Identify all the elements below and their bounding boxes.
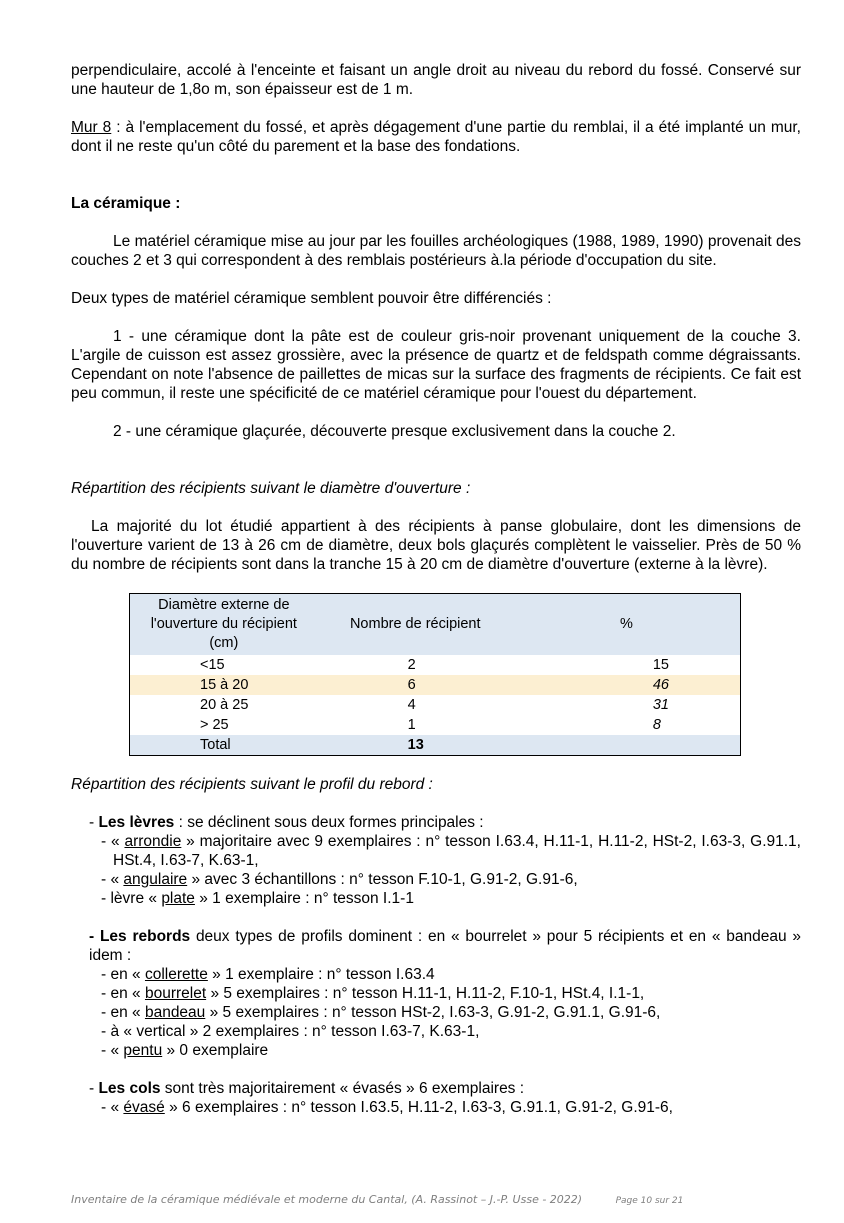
cell-pct: 8 <box>652 716 661 733</box>
rebords-dash: - <box>89 928 100 945</box>
item-prefix: - « <box>101 1099 124 1116</box>
item-term: angulaire <box>123 871 188 888</box>
cell-total-label: Total <box>130 735 318 756</box>
item-term: bandeau <box>144 1004 206 1021</box>
list-item <box>71 1003 801 1022</box>
levres-text: : se déclinent sous deux formes principales : <box>174 814 484 831</box>
cell-total-count: 13 <box>318 735 513 756</box>
rebords-text: deux types de profils dominent : en « bourrelet » pour 5 récipients et en « bandeau » idem : <box>89 928 801 964</box>
paragraph-diametre: La majorité du lot étudié appartient à des récipients à panse globulaire, dont les dimensions de l'ouverture varient de 13 à 26 cm de diamètre, deux bols glaçurés complètent le vaisselier. Près de 50 % du nombre de récipients sont dans la tranche 15 à 20 cm de diamètre d'ouverture (externe à la lèvre). <box>71 518 801 573</box>
mur-8-text: : à l'emplacement du fossé, et après dégagement d'une partie du remblai, il a été implanté un mur, dont il ne reste qu'un côté du parement et la base des fondations. <box>71 119 801 155</box>
heading-profil: Répartition des récipients suivant le profil du rebord : <box>71 776 433 793</box>
paragraph-types: Deux types de matériel céramique semblent pouvoir être différenciés : <box>71 290 552 307</box>
mur-8-label: Mur 8 <box>71 119 112 136</box>
heading-diametre: Répartition des récipients suivant le diamètre d'ouverture : <box>71 480 471 497</box>
item-prefix: - à « vertical » 2 exemplaires : n° tesson I.63-7, K.63-1, <box>101 1023 480 1040</box>
item-prefix: - « <box>101 1042 124 1059</box>
table-row <box>130 655 741 675</box>
list-item <box>71 1022 801 1041</box>
paragraph-mur-continued: perpendiculaire, accolé à l'enceinte et faisant un angle droit au niveau du rebord du fossé. Conservé sur une hauteur de 1,8o m, son épaisseur est de 1 m. <box>71 62 801 98</box>
header-nombre: Nombre de récipient <box>318 594 513 656</box>
item-term: pentu <box>123 1042 163 1059</box>
list-item <box>71 1041 801 1060</box>
header-percent: % <box>513 594 741 656</box>
list-item <box>71 870 801 889</box>
document-page <box>71 61 801 1117</box>
table-row <box>130 695 741 715</box>
header-diametre: Diamètre externe de l'ouverture du récipient (cm) <box>130 594 318 656</box>
cell-count: 2 <box>407 656 416 673</box>
cols-text: sont très majoritairement « évasés » 6 exemplaires : <box>160 1080 525 1097</box>
table-row <box>130 715 741 735</box>
cell-range: > 25 <box>200 716 229 733</box>
list-item <box>71 889 801 908</box>
item-term: évasé <box>123 1099 165 1116</box>
item-term: plate <box>161 890 195 907</box>
section-title-ceramique: La céramique : <box>71 195 181 212</box>
table-header-row <box>130 594 741 656</box>
item-prefix: - « <box>101 833 125 850</box>
rebords-title: Les rebords <box>99 928 191 945</box>
diameter-table <box>129 593 741 756</box>
item-text: » 1 exemplaire : n° tesson I.1-1 <box>194 890 414 907</box>
list-item <box>71 1098 801 1117</box>
list-item <box>71 984 801 1003</box>
cell-pct: 31 <box>652 696 669 713</box>
item-text: » avec 3 échantillons : n° tesson F.10-1, G.91-2, G.91-6, <box>187 871 578 888</box>
cols-title: Les cols <box>98 1080 161 1097</box>
list-item <box>71 965 801 984</box>
item-text: » 1 exemplaire : n° tesson I.63.4 <box>207 966 435 983</box>
item-prefix: - en « <box>101 1004 145 1021</box>
item-text: » 5 exemplaires : n° tesson HSt-2, I.63-3, G.91-2, G.91.1, G.91-6, <box>205 1004 661 1021</box>
cell-count: 4 <box>407 696 416 713</box>
item-prefix: - en « <box>101 985 145 1002</box>
item-text: » majoritaire avec 9 exemplaires : n° tesson I.63.4, H.11-1, H.11-2, HSt-2, I.63-3, G.91.1, HSt.4, I.63-7, K.63-1, <box>113 833 801 869</box>
item-prefix: - en « <box>101 966 145 983</box>
item-term: collerette <box>144 966 208 983</box>
table-total-row <box>130 735 741 756</box>
item-term: arrondie <box>124 833 182 850</box>
table-row-highlighted <box>130 675 741 695</box>
list-item <box>71 832 801 870</box>
footer-text: Inventaire de la céramique médiévale et moderne du Cantal, (A. Rassinot – J.-P. Usse - 2022) <box>71 1193 583 1206</box>
rebords-heading <box>71 927 801 965</box>
paragraph-type-1: 1 - une céramique dont la pâte est de couleur gris-noir provenant uniquement de la couche 3. L'argile de cuisson est assez grossière, avec la présence de quartz et de feldspath comme dégraissants. Cependant on note l'absence de paillettes de micas sur la surface des fragments de récipients. Ce fait est peu commun, il reste une spécificité de ce matériel céramique pour l'ouest du département. <box>71 328 801 402</box>
item-prefix: - lèvre « <box>101 890 162 907</box>
item-prefix: - « <box>101 871 124 888</box>
cell-pct: 15 <box>652 656 669 673</box>
item-text: » 5 exemplaires : n° tesson H.11-1, H.11-2, F.10-1, HSt.4, I.1-1, <box>206 985 645 1002</box>
page-number: Page 10 sur 21 <box>615 1196 684 1206</box>
paragraph-ceramique-intro: Le matériel céramique mise au jour par les fouilles archéologiques (1988, 1989, 1990) provenait des couches 2 et 3 qui correspondent à des remblais postérieurs à.la période d'occupation du site. <box>71 233 801 269</box>
paragraph-type-2: 2 - une céramique glaçurée, découverte presque exclusivement dans la couche 2. <box>113 423 676 440</box>
cell-range: 20 à 25 <box>200 696 249 713</box>
cell-total-pct <box>513 735 741 756</box>
item-text: » 6 exemplaires : n° tesson I.63.5, H.11-2, I.63-3, G.91.1, G.91-2, G.91-6, <box>164 1099 673 1116</box>
levres-dash: - <box>89 814 99 831</box>
item-term: bourrelet <box>144 985 207 1002</box>
cell-range: <15 <box>200 656 225 673</box>
paragraph-mur-8 <box>71 118 801 156</box>
cell-count: 6 <box>318 675 513 695</box>
item-text: » 0 exemplaire <box>162 1042 269 1059</box>
cell-range: 15 à 20 <box>130 675 318 695</box>
cell-count: 1 <box>407 716 416 733</box>
page-footer <box>71 1190 683 1211</box>
levres-heading <box>71 813 801 832</box>
cols-dash: - <box>89 1080 99 1097</box>
cols-heading <box>71 1079 801 1098</box>
levres-title: Les lèvres <box>98 814 175 831</box>
cell-pct: 46 <box>513 675 741 695</box>
